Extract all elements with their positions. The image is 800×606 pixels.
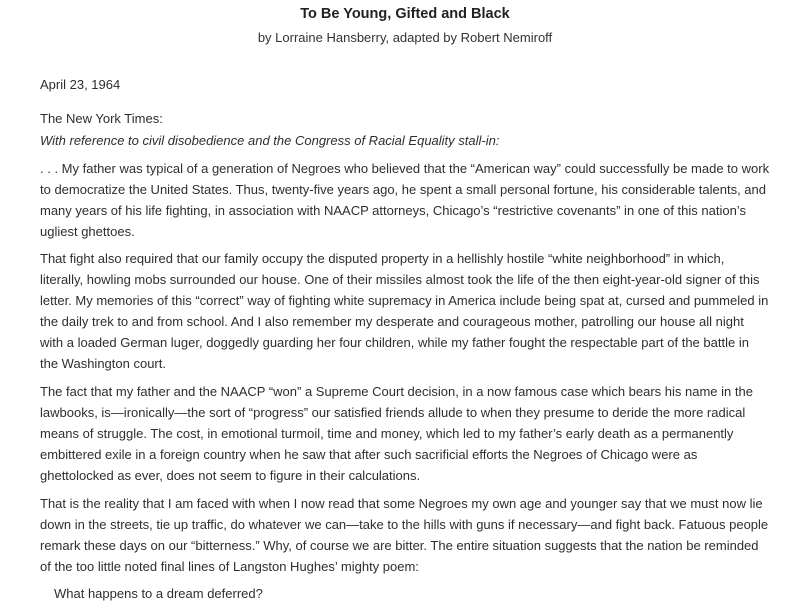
paragraph-2: That fight also required that our family occupy the disputed property in a hellishly hostile “white neighborhood” in which, literally, howling mobs surrounded our house. One of their missiles almost took the life of the then eight-year-old signer of this letter. My memories of this “correct” way of fighting white supremacy in America include being spat at, cursed and pummeled in the daily trek to and from school. And I also remember my desperate and courageous mother, patrolling our house all night with a loaded German luger, doggedly guarding her four children, while my father fought the respectable part of the battle in the Washington court.: [40, 251, 769, 371]
document-page: [40, 0, 770, 606]
paragraph-1: . . . My father was typical of a generation of Negroes who believed that the “American way” could successfully be made to work to democratize the United States. Thus, twenty-five years ago, he spent a small personal fortune, his considerable talents, and many years of his life fighting, in association with NAACP attorneys, Chicago’s “restrictive covenants” in one of this nation’s ugliest ghettoes.: [40, 161, 770, 239]
document-byline: by Lorraine Hansberry, adapted by Robert Nemiroff: [257, 30, 553, 45]
paragraph-4: That is the reality that I am faced with when I now read that some Negroes my own age and younger say that we must now lie down in the streets, tie up traffic, do whatever we can—take to the hills with guns if necessary—and fight back. Fatuous people remark these days on our “bitterness.” Why, of course we are bitter. The entire situation suggests that the nation be reminded of the too little noted final lines of Langston Hughes’ mighty poem:: [40, 496, 769, 574]
poem-line: What happens to a dream deferred?: [54, 586, 263, 601]
document-title: To Be Young, Gifted and Black: [300, 6, 510, 22]
letter-date: April 23, 1964: [40, 77, 121, 92]
letter-reference: With reference to civil disobedience and the Congress of Racial Equality stall-in:: [40, 133, 500, 148]
letter-addressee: The New York Times:: [40, 111, 163, 126]
paragraph-3: The fact that my father and the NAACP “won” a Supreme Court decision, in a now famous case which bears his name in the lawbooks, is—ironically—the sort of “progress” our satisfied friends allude to when they presume to deride the more radical means of struggle. The cost, in emotional turmoil, time and money, which led to my father’s early death as a permanently embittered exile in a foreign country when he saw that after such sacrificial efforts the Negroes of Chicago were as ghettolocked as ever, does not seem to figure in their calculations.: [40, 384, 753, 483]
